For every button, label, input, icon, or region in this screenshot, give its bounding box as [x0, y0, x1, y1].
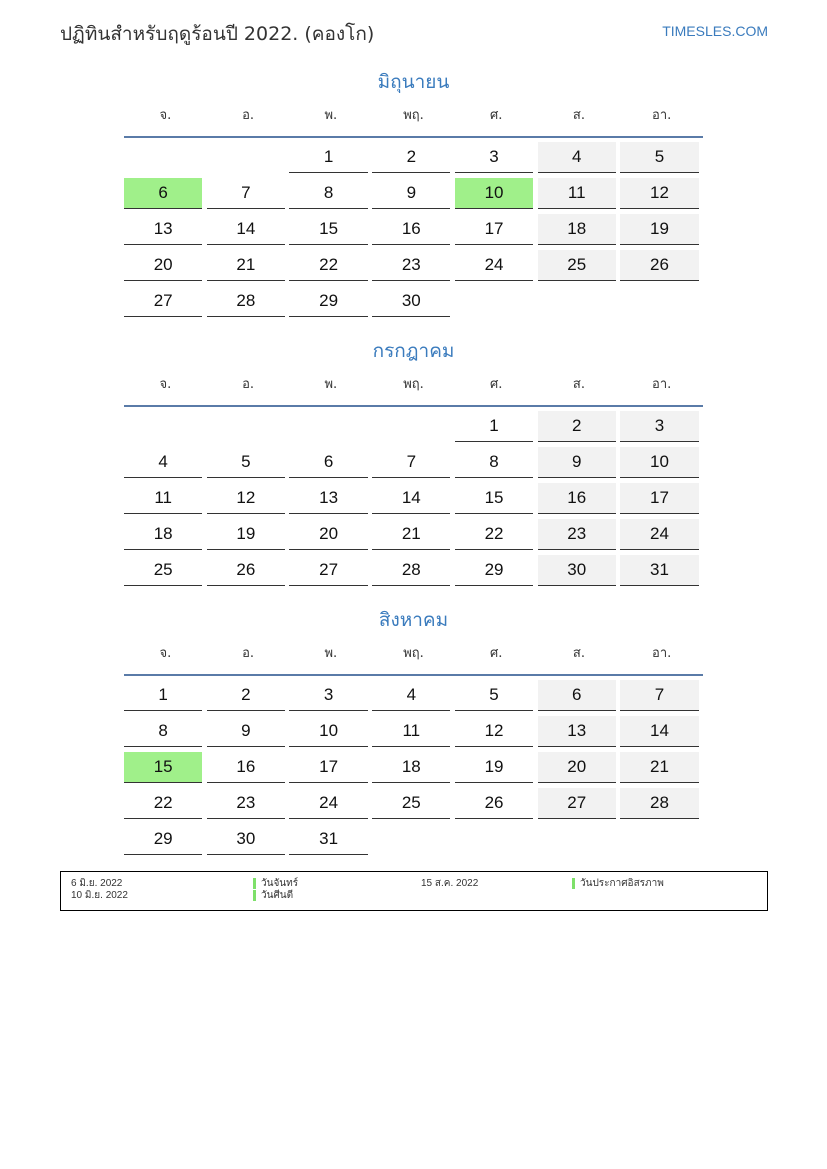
weekday-label: พฤ.	[403, 377, 424, 392]
week-row	[124, 447, 703, 483]
weekday-label: จ.	[159, 646, 172, 661]
day-cell: 7	[372, 447, 450, 478]
day-cell: 14	[620, 716, 698, 747]
weekday-label: ศ.	[490, 108, 503, 123]
day-cell: 19	[207, 519, 285, 550]
day-cell: 11	[538, 178, 616, 209]
day-cell: 17	[620, 483, 698, 514]
day-cell: 9	[538, 447, 616, 478]
legend-holiday-name: วันประกาศอิสรภาพ	[580, 878, 664, 889]
day-cell: 13	[538, 716, 616, 747]
legend-date: 10 มิ.ย. 2022	[71, 890, 128, 901]
day-cell: 20	[124, 250, 202, 281]
week-row	[124, 788, 703, 824]
month-block	[124, 606, 703, 860]
day-cell: 11	[372, 716, 450, 747]
empty-day-cell	[455, 824, 533, 855]
day-cell: 4	[538, 142, 616, 173]
week-row	[124, 752, 703, 788]
day-cell: 28	[372, 555, 450, 586]
day-cell: 11	[124, 483, 202, 514]
week-row	[124, 286, 703, 322]
day-cell: 26	[455, 788, 533, 819]
day-cell: 19	[620, 214, 698, 245]
day-cell: 24	[620, 519, 698, 550]
weekday-label: ศ.	[490, 646, 503, 661]
site-brand[interactable]: TIMESLES.COM	[662, 23, 768, 39]
day-cell: 30	[538, 555, 616, 586]
day-cell: 18	[372, 752, 450, 783]
week-row	[124, 142, 703, 178]
empty-day-cell	[455, 286, 533, 317]
day-cell: 7	[620, 680, 698, 711]
day-cell: 2	[538, 411, 616, 442]
day-cell: 13	[124, 214, 202, 245]
weekday-label: อ.	[242, 646, 255, 661]
day-cell: 19	[455, 752, 533, 783]
holiday-day-cell: 10	[455, 178, 533, 209]
day-cell: 23	[207, 788, 285, 819]
weekday-header	[124, 373, 703, 407]
day-cell: 14	[207, 214, 285, 245]
weekday-label: จ.	[159, 108, 172, 123]
page-title: ปฏิทินสำหรับฤดูร้อนปี 2022. (คองโก)	[60, 23, 375, 45]
empty-day-cell	[124, 142, 202, 173]
weeks	[124, 142, 703, 322]
day-cell: 30	[372, 286, 450, 317]
weekday-label: พ.	[324, 108, 338, 123]
week-row	[124, 824, 703, 860]
empty-day-cell	[372, 411, 450, 442]
day-cell: 12	[455, 716, 533, 747]
weekday-label: อ.	[242, 377, 255, 392]
day-cell: 17	[289, 752, 367, 783]
month-name: สิงหาคม	[378, 609, 449, 631]
empty-day-cell	[538, 824, 616, 855]
legend-holiday-name: วันจันทร์	[261, 878, 299, 889]
legend-date: 6 มิ.ย. 2022	[71, 878, 123, 889]
day-cell: 26	[207, 555, 285, 586]
weekday-header	[124, 642, 703, 676]
day-cell: 6	[289, 447, 367, 478]
weekday-label: ศ.	[490, 377, 503, 392]
week-row	[124, 680, 703, 716]
weekday-label: พ.	[324, 646, 338, 661]
week-row	[124, 483, 703, 519]
day-cell: 29	[289, 286, 367, 317]
day-cell: 23	[538, 519, 616, 550]
day-cell: 16	[538, 483, 616, 514]
day-cell: 8	[455, 447, 533, 478]
day-cell: 9	[372, 178, 450, 209]
month-block	[124, 68, 703, 322]
day-cell: 28	[207, 286, 285, 317]
day-cell: 18	[124, 519, 202, 550]
day-cell: 6	[538, 680, 616, 711]
weeks	[124, 411, 703, 591]
day-cell: 24	[455, 250, 533, 281]
month-name: มิถุนายน	[377, 71, 450, 93]
day-cell: 22	[124, 788, 202, 819]
empty-day-cell	[620, 824, 698, 855]
day-cell: 3	[620, 411, 698, 442]
legend-date: 15 ส.ค. 2022	[421, 878, 479, 889]
holiday-day-cell: 15	[124, 752, 202, 783]
day-cell: 1	[124, 680, 202, 711]
day-cell: 20	[289, 519, 367, 550]
day-cell: 25	[124, 555, 202, 586]
week-row	[124, 214, 703, 250]
legend-holiday-marker	[572, 878, 575, 889]
empty-day-cell	[289, 411, 367, 442]
empty-day-cell	[124, 411, 202, 442]
day-cell: 27	[538, 788, 616, 819]
weekday-label: อา.	[652, 108, 672, 123]
day-cell: 21	[620, 752, 698, 783]
day-cell: 12	[620, 178, 698, 209]
day-cell: 7	[207, 178, 285, 209]
day-cell: 3	[455, 142, 533, 173]
week-row	[124, 519, 703, 555]
empty-day-cell	[538, 286, 616, 317]
week-row	[124, 555, 703, 591]
empty-day-cell	[372, 824, 450, 855]
day-cell: 2	[372, 142, 450, 173]
weekday-header	[124, 104, 703, 138]
day-cell: 31	[620, 555, 698, 586]
day-cell: 14	[372, 483, 450, 514]
empty-day-cell	[207, 142, 285, 173]
day-cell: 3	[289, 680, 367, 711]
legend-holiday-marker	[253, 878, 256, 889]
weekday-label: พฤ.	[403, 108, 424, 123]
weeks	[124, 680, 703, 860]
week-row	[124, 716, 703, 752]
holiday-legend	[60, 871, 768, 911]
empty-day-cell	[207, 411, 285, 442]
day-cell: 5	[207, 447, 285, 478]
day-cell: 9	[207, 716, 285, 747]
day-cell: 16	[207, 752, 285, 783]
day-cell: 12	[207, 483, 285, 514]
day-cell: 5	[455, 680, 533, 711]
day-cell: 13	[289, 483, 367, 514]
weekday-label: ส.	[572, 108, 585, 123]
day-cell: 4	[124, 447, 202, 478]
weekday-label: อา.	[652, 377, 672, 392]
empty-day-cell	[620, 286, 698, 317]
day-cell: 29	[455, 555, 533, 586]
weekday-label: ส.	[572, 377, 585, 392]
day-cell: 28	[620, 788, 698, 819]
weekday-label: อ.	[242, 108, 255, 123]
day-cell: 1	[289, 142, 367, 173]
week-row	[124, 250, 703, 286]
day-cell: 10	[620, 447, 698, 478]
day-cell: 26	[620, 250, 698, 281]
day-cell: 5	[620, 142, 698, 173]
day-cell: 22	[455, 519, 533, 550]
day-cell: 4	[372, 680, 450, 711]
weekday-label: อา.	[652, 646, 672, 661]
day-cell: 17	[455, 214, 533, 245]
day-cell: 24	[289, 788, 367, 819]
day-cell: 25	[538, 250, 616, 281]
day-cell: 1	[455, 411, 533, 442]
day-cell: 31	[289, 824, 367, 855]
day-cell: 25	[372, 788, 450, 819]
day-cell: 18	[538, 214, 616, 245]
day-cell: 27	[124, 286, 202, 317]
weekday-label: พฤ.	[403, 646, 424, 661]
day-cell: 10	[289, 716, 367, 747]
month-name: กรกฎาคม	[372, 340, 455, 362]
week-row	[124, 411, 703, 447]
weekday-label: พ.	[324, 377, 338, 392]
day-cell: 2	[207, 680, 285, 711]
day-cell: 30	[207, 824, 285, 855]
day-cell: 8	[124, 716, 202, 747]
day-cell: 22	[289, 250, 367, 281]
day-cell: 8	[289, 178, 367, 209]
day-cell: 21	[207, 250, 285, 281]
day-cell: 16	[372, 214, 450, 245]
legend-holiday-name: วันศีนตี	[261, 890, 294, 901]
day-cell: 29	[124, 824, 202, 855]
day-cell: 27	[289, 555, 367, 586]
day-cell: 23	[372, 250, 450, 281]
day-cell: 15	[455, 483, 533, 514]
day-cell: 15	[289, 214, 367, 245]
week-row	[124, 178, 703, 214]
weekday-label: ส.	[572, 646, 585, 661]
holiday-day-cell: 6	[124, 178, 202, 209]
legend-holiday-marker	[253, 890, 256, 901]
day-cell: 20	[538, 752, 616, 783]
weekday-label: จ.	[159, 377, 172, 392]
month-block	[124, 337, 703, 591]
day-cell: 21	[372, 519, 450, 550]
